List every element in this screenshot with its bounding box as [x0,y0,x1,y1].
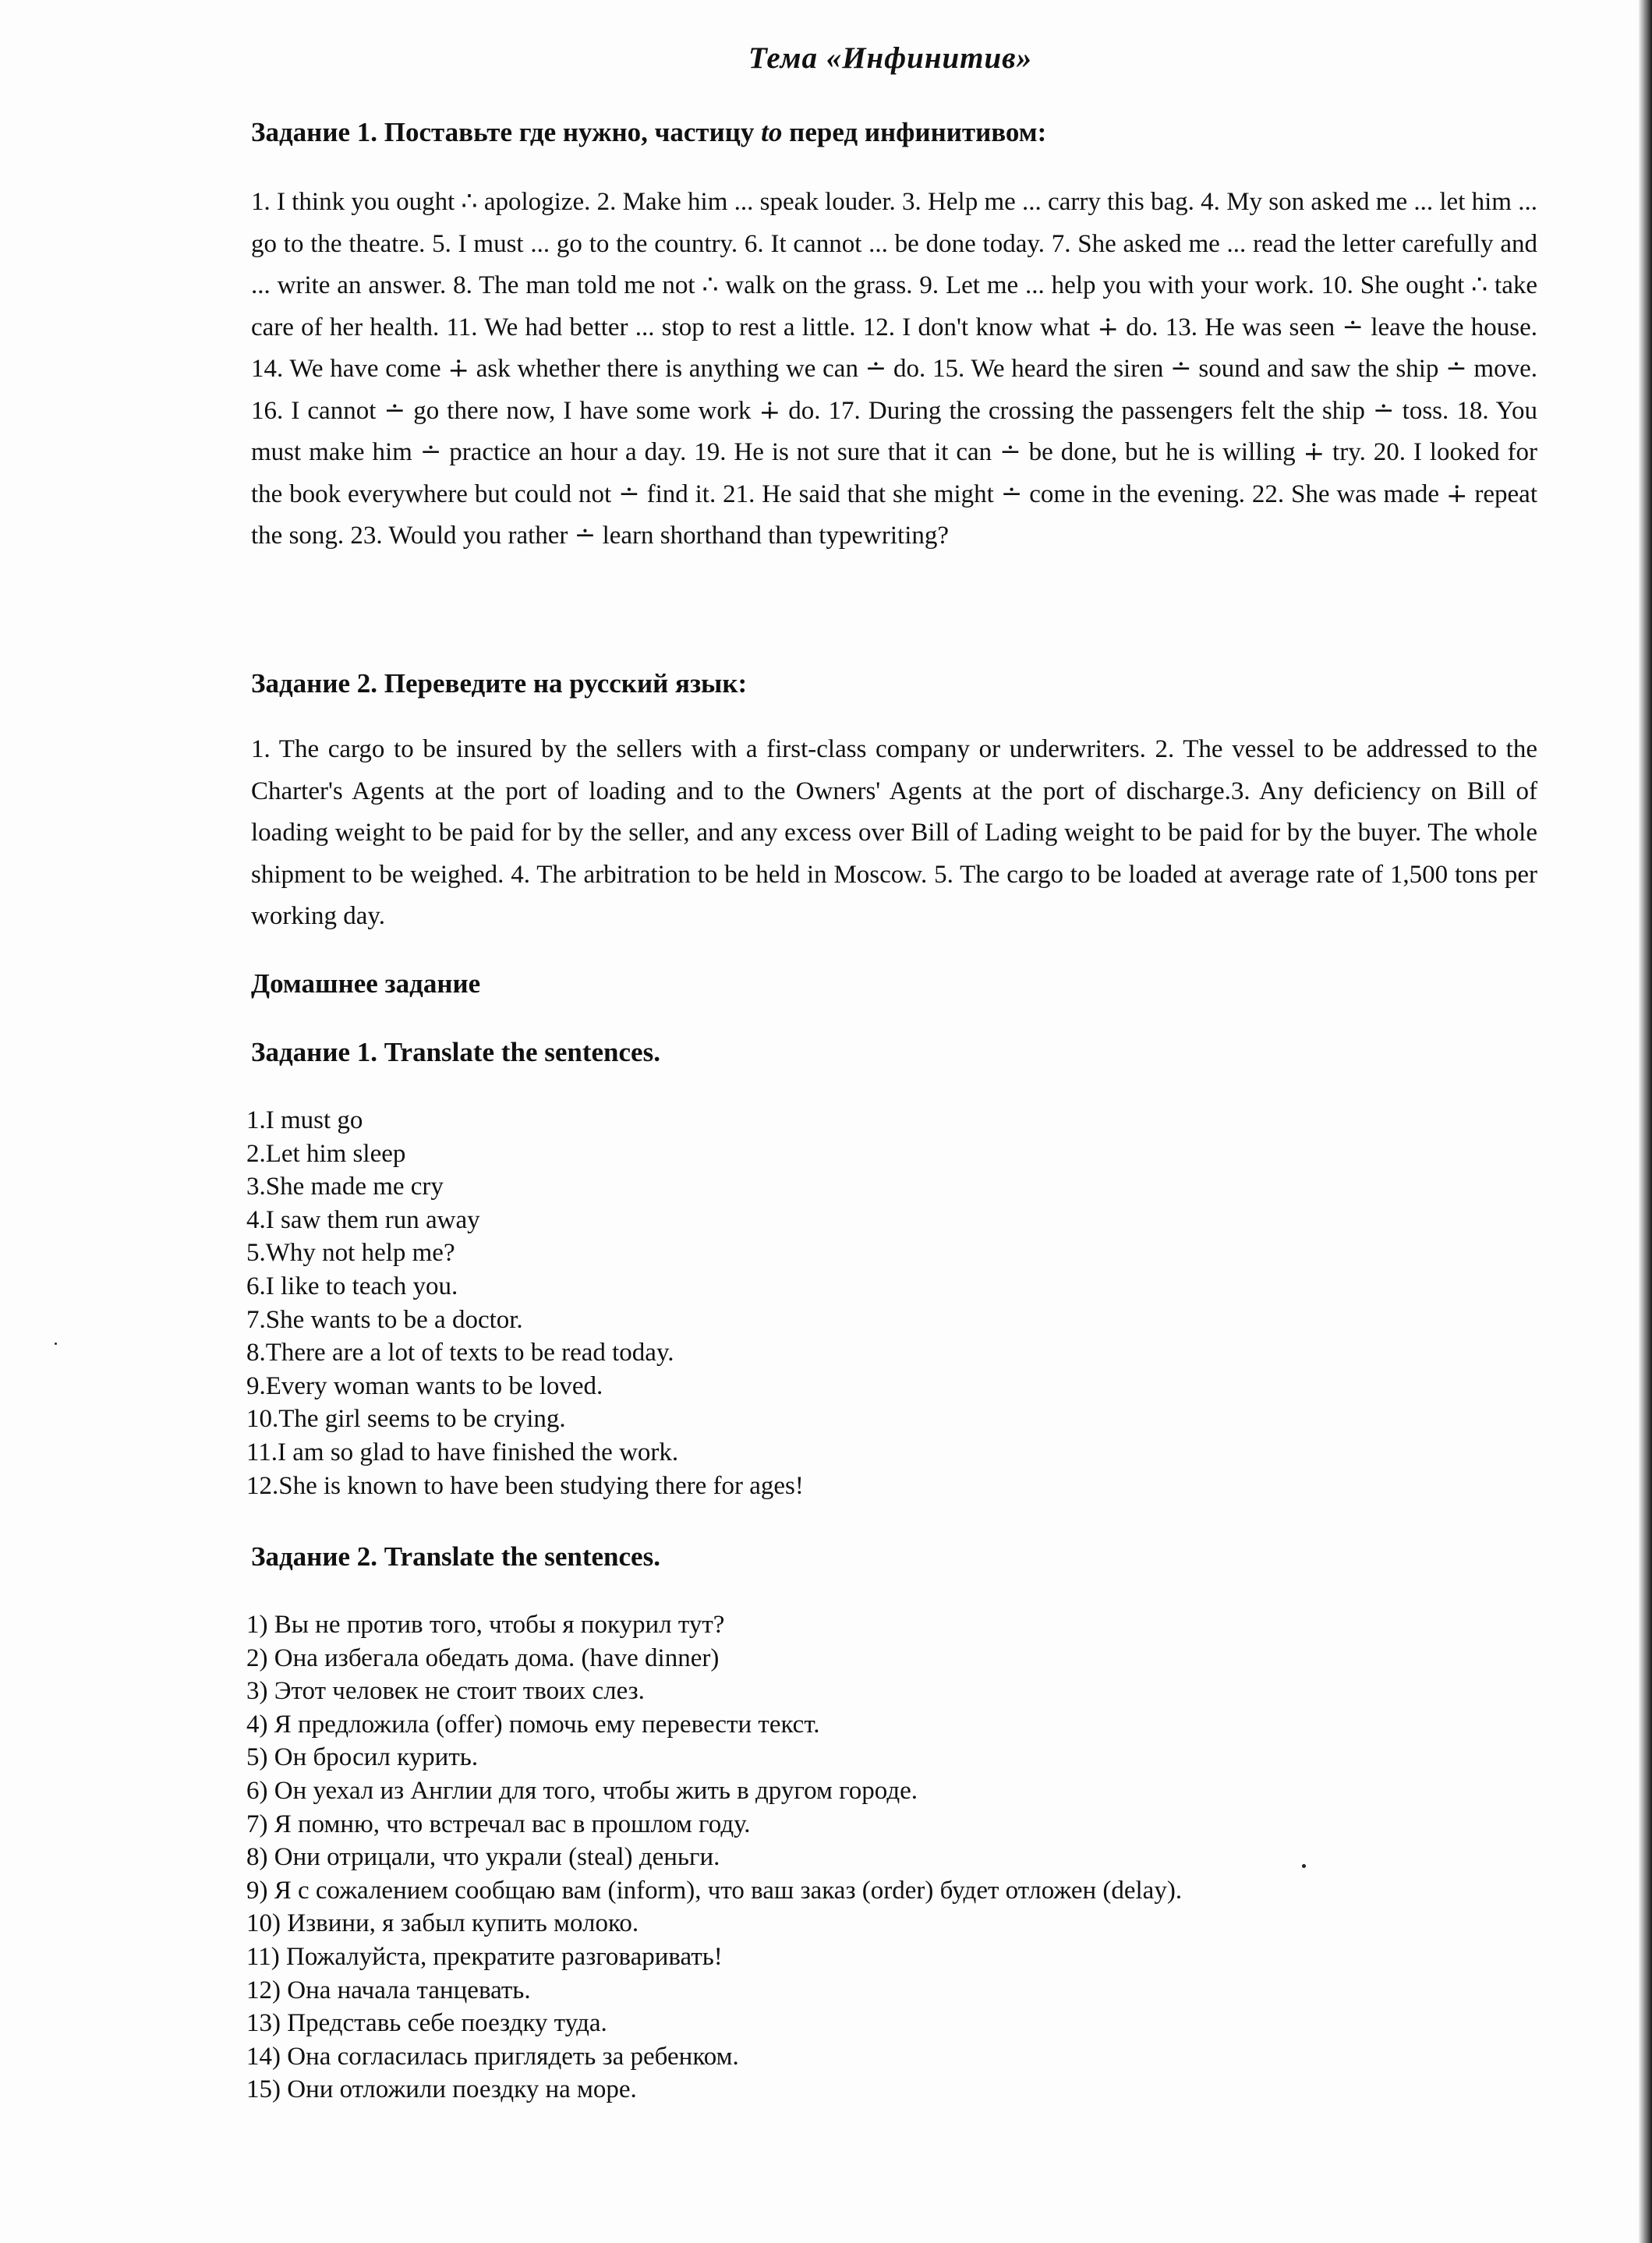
homework-task1-list [246,1104,804,1502]
list-item: 7.She wants to be a doctor. [246,1305,523,1334]
task1-heading-post: перед инфинитивом: [782,117,1047,147]
scan-edge-shadow [1638,0,1652,2243]
list-item: 1.I must go [246,1106,363,1134]
list-item: 11) Пожалуйста, прекратите разговаривать! [246,1942,723,1971]
list-item: 4) Я предложила (offer) помочь ему перевести текст. [246,1710,820,1739]
list-item: 15) Они отложили поездку на море. [246,2075,637,2104]
list-item: 8) Они отрицали, что украли (steal) деньги. [246,1843,720,1872]
list-item: 3) Этот человек не стоит твоих слез. [246,1677,645,1706]
list-item: 12.She is known to have been studying there for ages! [246,1471,804,1500]
scan-speck [1302,1864,1306,1868]
homework-heading: Домашнее задание [251,968,481,999]
list-item: 14) Она согласилась приглядеть за ребенком. [246,2042,739,2071]
task1-heading-pre: Задание 1. Поставьте где нужно, частицу [251,117,762,147]
list-item: 10) Извини, я забыл купить молоко. [246,1909,639,1938]
task1-heading [251,117,1046,148]
list-item: 9.Every woman wants to be loved. [246,1371,603,1400]
list-item: 5) Он бросил курить. [246,1743,479,1772]
task1-exercise-text: 1. I think you ought ∴ apologize. 2. Make him ... speak louder. 3. Help me ... carry this bag. 4. My son asked me ... let him ... go to the theatre. 5. I must ... go to the country. 6. It cannot ... be done today. 7. She asked me ... read the letter carefully and ... write an answer. 8. The man told me not ∴ walk on the grass. 9. Let me ... help you with your work. 10. She ought ∴ take care of her health. 11. We had better ... stop to rest a little. 12. I don't know what ∔ do. 13. He was seen ∸ leave the house. 14. We have come ∔ ask whether there is anything we can ∸ do. 15. We heard the siren ∸ sound and saw the ship ∸ move. 16. I cannot ∸ go there now, I have some work ∔ do. 17. During the crossing the passengers felt the ship ∸ toss. 18. You must make him ∸ practice an hour a day. 19. He is not sure that it can ∸ be done, but he is willing ∔ try. 20. I looked for the book everywhere but could not ∸ find it. 21. He said that she might ∸ come in the evening. 22. She was made ∔ repeat the song. 23. Would you rather ∸ learn shorthand than typewriting? [251,188,1537,550]
list-item: 2.Let him sleep [246,1139,406,1168]
list-item: 8.There are a lot of texts to be read today. [246,1339,674,1367]
homework-task2-heading: Задание 2. Translate the sentences. [251,1541,660,1572]
task1-heading-em: to [761,117,783,147]
list-item: 1) Вы не против того, чтобы я покурил тут? [246,1611,725,1639]
task2-heading: Задание 2. Переведите на русский язык: [251,668,748,699]
list-item: 12) Она начала танцевать. [246,1976,531,2004]
homework-task1-heading: Задание 1. Translate the sentences. [251,1037,660,1067]
list-item: 9) Я с сожалением сообщаю вам (inform), что ваш заказ (order) будет отложен (delay). [246,1876,1183,1905]
list-item: 3.She made me cry [246,1173,444,1201]
list-item: 2) Она избегала обедать дома. (have dinner) [246,1643,720,1672]
list-item: 10.The girl seems to be crying. [246,1405,566,1434]
list-item: 13) Представь себе поездку туда. [246,2009,607,2038]
list-item: 6.I like to teach you. [246,1272,458,1300]
list-item: 7) Я помню, что встречал вас в прошлом году. [246,1810,751,1838]
task2-exercise-text: 1. The cargo to be insured by the sellers with a first-class company or underwriters. 2. The vessel to be addressed to the Charter's Agents at the port of loading and to the Owners' Agents at the port of discharge.3. Any deficiency on Bill of loading weight to be paid for by the seller, and any excess over Bill of Lading weight to be paid for by the buyer. The whole shipment to be weighed. 4. The arbitration to be held in Moscow. 5. The cargo to be loaded at average rate of 1,500 tons per working day. [251,735,1537,930]
list-item: 5.Why not help me? [246,1239,455,1268]
list-item: 4.I saw them run away [246,1205,480,1234]
list-item: 11.I am so glad to have finished the work. [246,1438,679,1466]
homework-task2-list [246,1608,1182,2107]
list-item: 6) Он уехал из Англии для того, чтобы жить в другом городе. [246,1776,918,1805]
page-title: Тема «Инфинитив» [748,41,1033,75]
scan-speck [55,1343,57,1345]
